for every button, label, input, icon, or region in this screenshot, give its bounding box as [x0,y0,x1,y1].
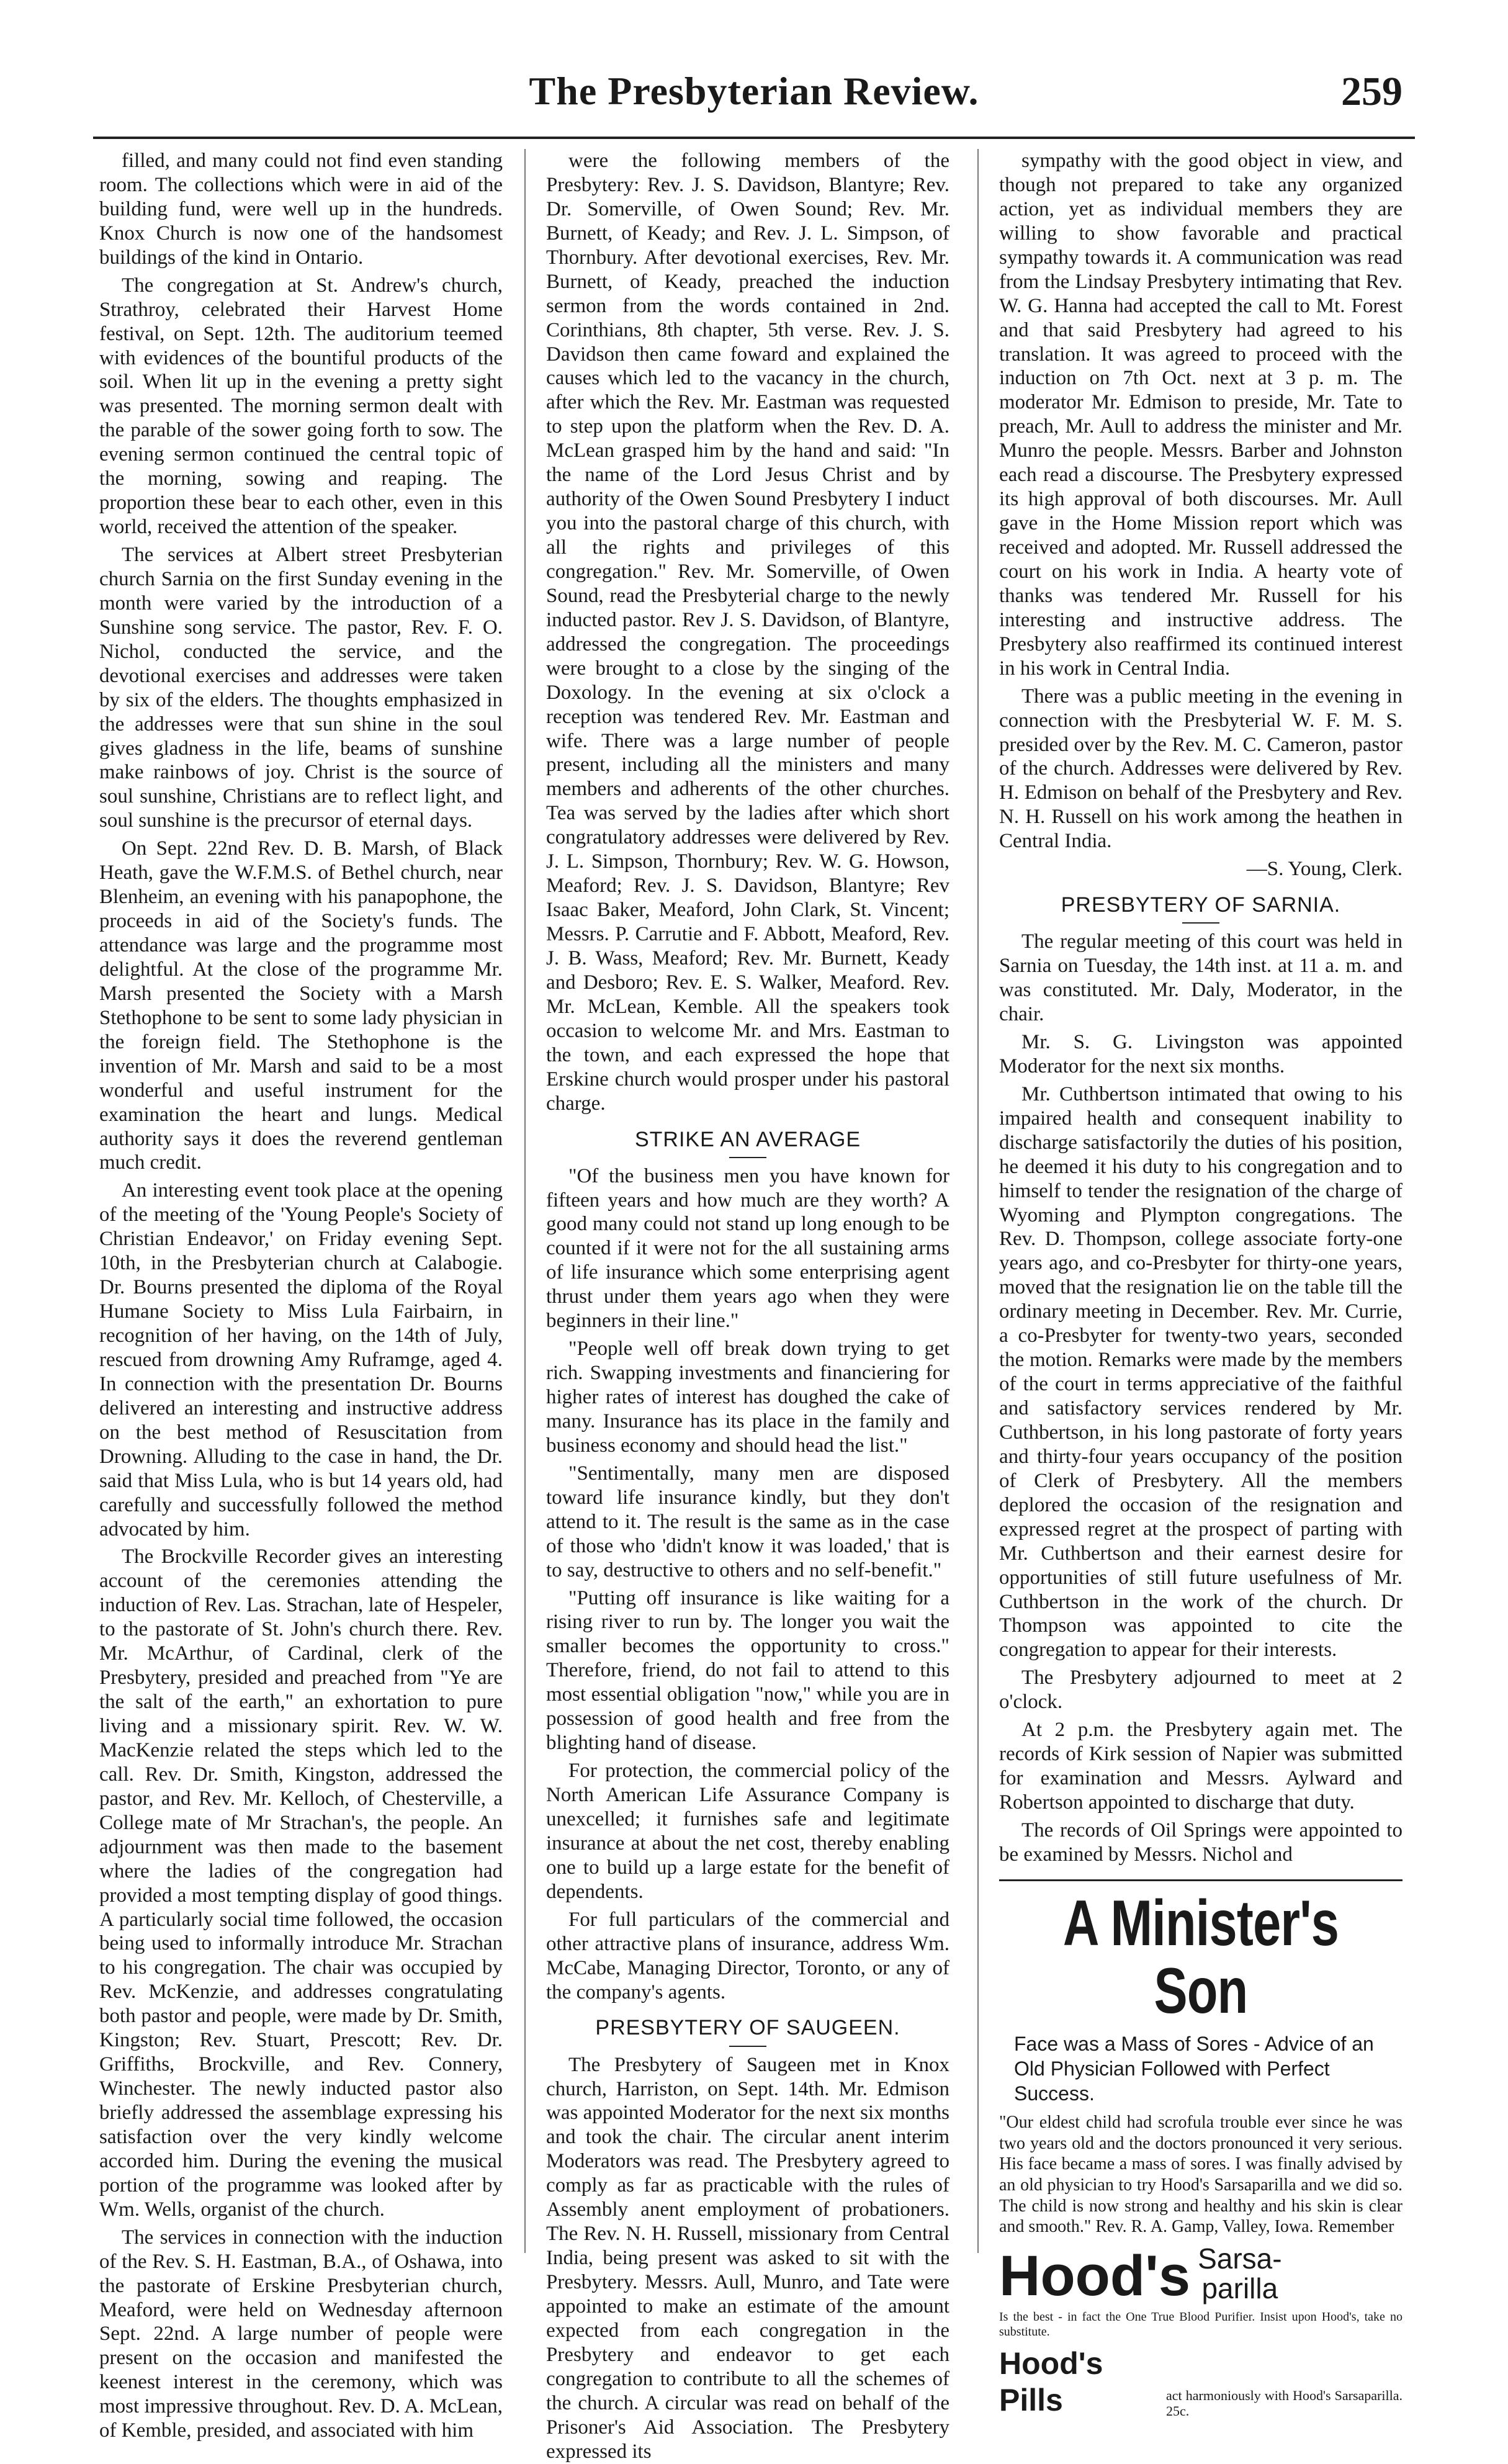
article-paragraph: The congregation at St. Andrew's church, Strathroy, celebrated their Harvest Home festival, on Sept. 12th. The auditorium teemed with evidences of the bountiful products of the soil. When lit up in the evening a pretty sight was presented. The morning sermon dealt with the parable of the sower going forth to sow. The evening sermon continued the central topic of the morning, sowing and reaping. The proportion these bear to each other, even in this world, received the attention of the speaker. [99,274,503,539]
article-paragraph: The Presbytery of Saugeen met in Knox church, Harriston, on Sept. 14th. Mr. Edmison was appointed Moderator for the next six months and took the chair. The circular anent interim Moderators was read. The Presbytery agreed to comply as far as practicable with the rules of Assembly anent employment of probationers. The Rev. N. H. Russell, missionary from Central India, being present was asked to sit with the Presbytery. Messrs. Aull, Munro, and Tate were appointed to make an estimate of the amount expected from each congregation in the Presbytery and endeavor to get each congregation to contribute to all the schemes of the church. A circular was read on behalf of the Prisoner's Aid Association. The Presbytery expressed its [546,2053,949,2463]
article-paragraph: The records of Oil Springs were appointed to be examined by Messrs. Nichol and [999,1819,1403,1866]
ad-pills [999,2345,1403,2419]
column-2 [546,149,949,2463]
article-paragraph: For protection, the commercial policy of the North American Life Assurance Company is unexcelled; it furnishes safe and legitimate insurance at about the net cost, thereby enabling one to build up a large estate for the benefit of dependents. [546,1760,949,1903]
brand-name: Hood's [999,2244,1191,2308]
article-paragraph: "People well off break down trying to get rich. Swapping investments and financiering for higher rates of interest has doughed the cake of many. Insurance has its place in the family and business economy and should head the list." [546,1338,949,1457]
signature-line: —S. Young, Clerk. [1246,858,1403,881]
publication-title: The Presbyterian Review. [529,69,979,113]
brand-product [1198,2244,1281,2304]
page-number: 259 [1341,69,1403,114]
article-paragraph: For full particulars of the commercial and other attractive plans of insurance, address Wm. McCabe, Managing Director, Toronto, or any of the company's agents. [546,1908,949,2003]
ad-fine-print: Is the best - in fact the One True Blood Purifier. Insist upon Hood's, take no substitute. [999,2310,1403,2339]
column-divider [524,149,526,2253]
article-paragraph: were the following members of the Presbytery: Rev. J. S. Davidson, Blantyre; Rev. Dr. Somerville, of Owen Sound; Rev. Mr. Burnett, of Keady; and Rev. J. L. Simpson, of Thornbury. After devotional exercises, Rev. Mr. Burnett, of Keady, preached the induction sermon from the words contained in 2nd. Corinthians, 8th chapter, 5th verse. Rev. J. S. Davidson then came foward and explained the causes which led to the vacancy in the church, after which the Rev. Mr. Eastman was requested to step upon the platform when the Rev. D. A. McLean grasped him by the hand and said: "In the name of the Lord Jesus Christ and by authority of the Owen Sound Presbytery I induct you into the pastoral charge of this church, with all the rights and privileges of this congregation." Rev. Mr. Somerville, of Owen Sound, read the Presbyterial charge to the newly inducted pastor. Rev J. S. Davidson, of Blantyre, addressed the congregation. The proceedings were brought to a close by the singing of the Doxology. In the evening at six o'clock a reception was tendered Rev. Mr. Eastman and wife. There was a large number of people present, including all the ministers and many members and adherents of the other churches. Tea was served by the ladies after which short congratulatory addresses were delivered by Rev. J. L. Simpson, Thornbury; Rev. W. G. Howson, Meaford; Rev. J. S. Davidson, Blantyre; Rev Isaac Baker, Meaford, John Clark, St. Vincent; Messrs. P. Carrutie and F. Abbott, Meaford, Rev. J. B. Wass, Meaford; Rev. Mr. Burnett, Keady and Desboro; Rev. E. S. Walker, Meaford. Rev. Mr. McLean, Kemble. All the speakers took occasion to welcome Mr. and Mrs. Eastman to the town, and each expressed the hope that Erskine church would prosper under his pastoral charge. [546,150,949,1115]
section-heading: STRIKE AN AVERAGE [546,1127,949,1158]
ad-subhead: Face was a Mass of Sores - Advice of an Old Physician Followed with Perfect Success. [1014,2033,1374,2105]
article-paragraph: The services in connection with the induction of the Rev. S. H. Eastman, B.A., of Oshawa, into the pastorate of Erskine Presbyterian church, Meaford, were held on Wednesday afternoon Sept. 22nd. A large number of people were present on the occasion and manifested the keenest interest in the ceremony, which was most impressive throughout. Rev. D. A. McLean, of Kemble, presided, and associated with him [99,2226,503,2442]
column-3 [999,149,1403,2419]
article-paragraph: An interesting event took place at the opening of the meeting of the 'Young People's Society of Christian Endeavor,' on Friday evening Sept. 10th, in the Presbyterian church at Calabogie. Dr. Bourns presented the diploma of the Royal Humane Society to Miss Lula Fairbairn, in recognition of her having, on the 14th of July, rescued from drowning Amy Ruframge, aged 4. In connection with the presentation Dr. Bourns delivered an interesting and instructive address on the best method of Resuscitation from Drowning. Alluding to the case in hand, the Dr. said that Miss Lula, who is but 14 years old, had carefully and successfully followed the method advocated by him. [99,1179,503,1540]
article-paragraph: The services at Albert street Presbyterian church Sarnia on the first Sunday evening in the month were varied by the introduction of a Sunshine song service. The pastor, Rev. F. O. Nichol, conducted the service, and the devotional exercises and addresses were taken by six of the elders. The thoughts emphasized in the addresses were that sun shine in the soul gives gladness in the life, beams of sunshine make rainbows of joy. Christ is the source of soul sunshine, Christians are to reflect light, and soul sunshine is the precursor of eternal days. [99,544,503,832]
ad-headline: A Minister's Son [1062,1887,1339,2028]
article-paragraph: There was a public meeting in the evening in connection with the Presbyterial W. F. M. S. presided over by the Rev. M. C. Cameron, pastor of the church. Addresses were delivered by Rev. H. Edmison on behalf of the Presbytery and Rev. N. H. Russell on his work among the heathen in Central India. [999,685,1403,853]
article-paragraph: The Presbytery adjourned to meet at 2 o'clock. [999,1666,1403,1714]
ad-brand [999,2242,1403,2308]
column-1 [99,149,503,2442]
page-header [93,62,1415,139]
article-paragraph: The regular meeting of this court was held in Sarnia on Tuesday, the 14th inst. at 11 a. m. and was constituted. Mr. Daly, Moderator, in the chair. [999,930,1403,1026]
brand-product-line-2: parilla [1201,2272,1278,2305]
article-paragraph: The Brockville Recorder gives an interesting account of the ceremonies attending the induction of Rev. Las. Strachan, late of Hespeler, to the pastorate of St. John's church there. Rev. Mr. McArthur, of Cardinal, clerk of the Presbytery, presided and preached from "Ye are the salt of the earth," an exhortation to pure living and a missionary spirit. Rev. W. W. MacKenzie related the steps which led to the call. Rev. Dr. Smith, Kingston, addressed the pastor, and Rev. Mr. Kelloch, of Chesterville, a College mate of Mr Strachan's, the people. An adjournment was then made to the basement where the ladies of the congregation had provided a most tempting display of good things. A particularly social time followed, the occasion being used to informally introduce Mr. Strachan to his congregation. The chair was occupied by Rev. McKenzie, and addresses congratulating both pastor and people, were made by Dr. Smith, Kingston; Rev. Stuart, Prescott; Rev. Dr. Griffiths, Brockville, and Rev. Connery, Winchester. The newly inducted pastor also briefly addressed the assemblage expressing his satisfaction over the very kindly welcome accorded him. During the evening the musical portion of the programme was looked after by Wm. Wells, organist of the church. [99,1545,503,2221]
column-divider [977,149,979,2253]
article-paragraph: Mr. Cuthbertson intimated that owing to his impaired health and consequent inability to discharge satisfactorily the duties of his position, he deemed it his duty to his congregation and to himself to tender the resignation of the charge of Wyoming and Plympton congregations. The Rev. D. Thompson, college associate forty-one years ago, and co-Presbyter for thirty-one years, moved that the resignation lie on the table till the ordinary meeting in December. Rev. Mr. Currie, a co-Presbyter for twenty-two years, seconded the motion. Remarks were made by the members of the court in terms appreciative of the faithful and satisfactory services rendered by Mr. Cuthbertson, in his long pastorate of forty years and thirty-four years occupancy of the position of Clerk of Presbytery. All the members deplored the occasion of the resignation and expressed regret at the prospect of parting with Mr. Cuthbertson and their earnest desire for opportunities of still future usefulness of Mr. Cuthbertson in the work of the church. Dr Thompson was appointed to cite the congregation to appear for their interests. [999,1082,1403,1661]
ad-testimonial: "Our eldest child had scrofula trouble ever since he was two years old and the doctors pronounced it very serious. His face became a mass of sores. I was finally advised by an old physician to try Hood's Sarsaparilla and we did so. The child is now strong and healthy and his skin is clear and smooth." Rev. R. A. Gamp, Valley, Iowa. Remember [999,2113,1403,2237]
article-paragraph: Mr. S. G. Livingston was appointed Moderator for the next six months. [999,1030,1403,1077]
article-paragraph: "Sentimentally, many men are disposed toward life insurance kindly, but they don't attend to it. The result is the same as in the case of those who 'didn't know it was loaded,' that is to say, destructive to others and no self-benefit." [546,1462,949,1581]
pills-text: act harmoniously with Hood's Sarsaparilla. 25c. [1166,2387,1403,2419]
article-paragraph: "Of the business men you have known for fifteen years and how much are they worth? A good many could not stand up long enough to be counted if it were not for the all sustaining arms of life insurance which some enterprising agent thrust under them years ago when they were beginners in their line." [546,1164,949,1333]
pills-name: Hood's Pills [999,2346,1103,2418]
brand-product-line-1: Sarsa- [1198,2242,1282,2275]
article-paragraph: sympathy with the good object in view, and though not prepared to take any organized action, yet as individual members they are willing to show favorable and practical sympathy towards it. A communication was read from the Lindsay Presbytery intimating that Rev. W. G. Hanna had accepted the call to Mt. Forest and that said Presbytery had agreed to his translation. It was agreed to proceed with the induction on 7th Oct. next at 3 p. m. The moderator Mr. Edmison to preside, Mr. Tate to preach, Mr. Aull to address the minister and Mr. Munro the people. Messrs. Barber and Johnston each read a discourse. The Presbytery expressed its high approval of both discourses. Mr. Aull gave in the Home Mission report which was received and adopted. Mr. Russell addressed the court on his work in India. A hearty vote of thanks was tendered Mr. Russell for his interesting and instructive address. The Presbytery also reaffirmed its continued interest in his work in Central India. [999,150,1403,680]
article-paragraph: On Sept. 22nd Rev. D. B. Marsh, of Black Heath, gave the W.F.M.S. of Bethel church, near Blenheim, an evening with his panapophone, the proceeds in aid of the Society's funds. The attendance was large and the programme most delightful. At the close of the programme Mr. Marsh presented the Society with a Marsh Stethophone to be sent to some lady physician in the foreign field. The Stethophone is the invention of Mr. Marsh and said to be a most wonderful and useful instrument for the examination the heart and lungs. Medical authority says it does the reverend gentleman much credit. [99,837,503,1174]
newspaper-page [93,37,1415,2463]
article-paragraph: filled, and many could not find even standing room. The collections which were in aid of the building fund, were well up in the hundreds. Knox Church is now one of the handsomest buildings of the kind in Ontario. [99,150,503,269]
section-heading: PRESBYTERY OF SARNIA. [999,893,1403,924]
article-paragraph: "Putting off insurance is like waiting for a rising river to run by. The longer you wait the smaller becomes the opportunity to cross." Therefore, friend, do not fail to attend to this most essential obligation "now," while you are in possession of good health and free from the blighting hand of disease. [546,1586,949,1755]
article-paragraph: At 2 p.m. the Presbytery again met. The records of Kirk session of Napier was submitted for examination and Messrs. Aylward and Robertson appointed to discharge that duty. [999,1719,1403,1814]
section-heading: PRESBYTERY OF SAUGEEN. [546,2015,949,2046]
hoods-sarsaparilla-ad [999,1879,1403,2419]
